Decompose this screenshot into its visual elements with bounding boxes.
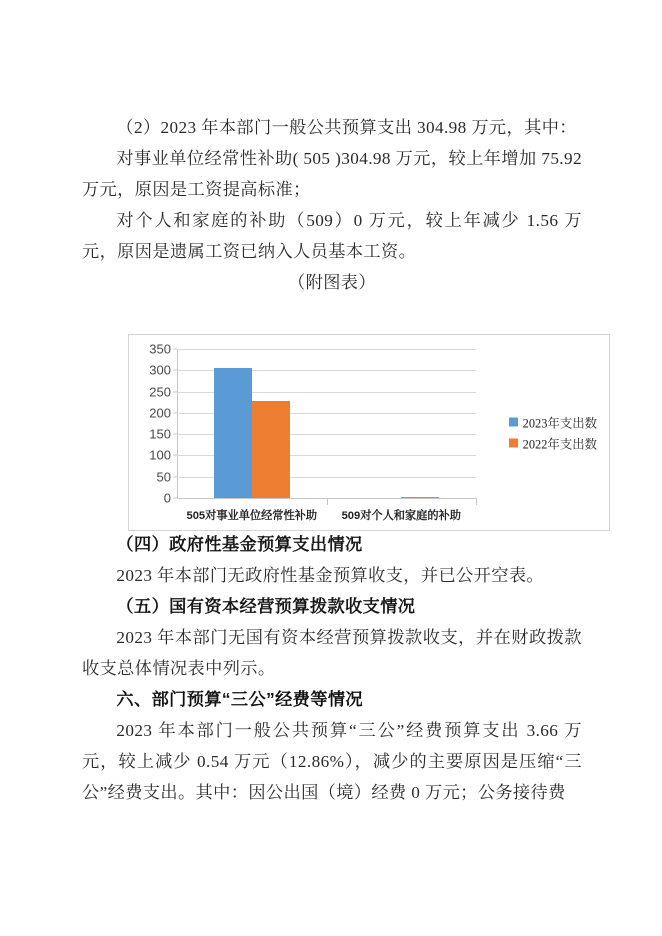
paragraph-subsidy-505: 对事业单位经常性补助( 505 )304.98 万元，较上年增加 75.92 万元，原因是工资提高标准； (82, 149, 582, 199)
y-tick-mark (173, 370, 177, 371)
y-tick-label: 350 (149, 341, 171, 357)
paragraph-section-six: 2023 年本部门一般公共预算“三公”经费预算支出 3.66 万元，较上减少 0.54 万元（12.86%），减少的主要原因是压缩“三公”经费支出。其中：因公出国（境）经费 0 万元；公务接待费 (82, 721, 582, 802)
bar (401, 497, 439, 498)
y-tick-label: 100 (149, 447, 171, 463)
y-tick-label: 250 (149, 384, 171, 400)
y-tick-label: 50 (156, 469, 171, 485)
y-tick-mark (173, 349, 177, 350)
y-tick-mark (173, 455, 177, 456)
legend-label: 2023年支出数 (522, 416, 597, 430)
bar-group (363, 349, 439, 498)
bar (214, 368, 252, 498)
legend-label: 2022年支出数 (522, 437, 597, 451)
legend-swatch-icon (509, 439, 518, 448)
document-body (82, 112, 582, 298)
paragraph-subsidy-509: 对个人和家庭的补助（509）0 万元，较上年减少 1.56 万元，原因是遗属工资已纳入人员基本工资。 (82, 211, 582, 261)
paragraph-budget-expenditure: （2）2023 年本部门一般公共预算支出 304.98 万元，其中： (116, 118, 577, 137)
legend-item (509, 413, 597, 431)
y-tick-mark (173, 434, 177, 435)
chart-plot-area (149, 341, 476, 522)
y-tick-label: 150 (149, 426, 171, 442)
x-axis-category-label: 505对事业单位经常性补助 (186, 510, 318, 522)
y-tick-mark (173, 476, 177, 477)
bar (252, 401, 290, 499)
category-separator (327, 498, 328, 505)
heading-section-five: （五）国有资本经营预算拨款收支情况 (116, 597, 416, 616)
y-tick-mark (173, 391, 177, 392)
y-tick-label: 300 (149, 362, 171, 378)
expenditure-bar-chart (128, 334, 610, 531)
heading-section-four: （四）政府性基金预算支出情况 (116, 535, 363, 554)
legend-item (509, 434, 597, 452)
figure-caption: （附图表） (288, 273, 376, 292)
paragraph-section-five: 2023 年本部门无国有资本经营预算拨款收支，并在财政拨款收支总体情况表中列示。 (82, 628, 582, 678)
y-tick-mark (173, 498, 177, 499)
chart-inner (129, 335, 609, 530)
bar-group (214, 349, 290, 498)
y-tick-mark (173, 412, 177, 413)
heading-section-six: 六、部门预算“三公”经费等情况 (116, 689, 364, 709)
document-body-lower (82, 529, 582, 808)
chart-legend (509, 413, 597, 452)
y-tick-label: 0 (163, 490, 171, 506)
category-separator (476, 498, 477, 505)
x-axis-category-label: 509对个人和家庭的补助 (341, 510, 461, 522)
y-axis-line (177, 349, 178, 498)
legend-swatch-icon (509, 418, 518, 427)
y-tick-label: 200 (149, 405, 171, 421)
paragraph-section-four: 2023 年本部门无政府性基金预算收支，并已公开空表。 (116, 566, 544, 585)
